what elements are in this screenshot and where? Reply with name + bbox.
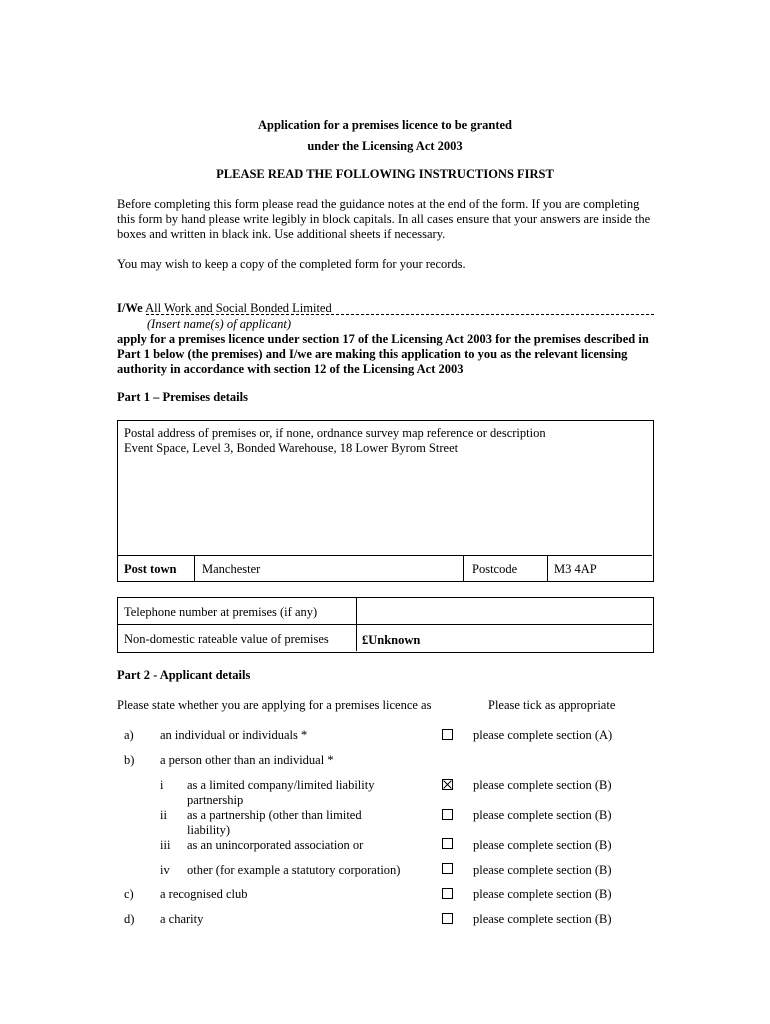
- option-label-partnership: as a partnership (other than limited liability): [187, 808, 362, 837]
- option-note: please complete section (B): [473, 808, 612, 822]
- application-statement: apply for a premises licence under section 17 of the Licensing Act 2003 for the premises described in Part 1 below (the premises) and I/we are making this application to you as the relevant licensing authority in accordance with section 12 of the Licensing Act 2003: [117, 332, 649, 376]
- part1-heading: Part 1 – Premises details: [117, 390, 248, 404]
- option-note: please complete section (B): [473, 778, 612, 792]
- checkbox-partnership[interactable]: [442, 809, 453, 820]
- checkbox-limited-company[interactable]: [442, 779, 453, 790]
- checkbox-unincorporated[interactable]: [442, 838, 453, 849]
- applicant-name-field[interactable]: All Work and Social Bonded Limited: [145, 301, 332, 315]
- applicant-name-underline: [146, 314, 654, 315]
- option-note: please complete section (B): [473, 863, 612, 877]
- checkbox-club[interactable]: [442, 888, 453, 899]
- option-note: please complete section (B): [473, 838, 612, 852]
- postcode-label: Postcode: [472, 562, 518, 576]
- option-marker: a): [124, 728, 134, 742]
- option-note: please complete section (A): [473, 728, 613, 742]
- option-label-limited-company: as a limited company/limited liability partnership: [187, 778, 375, 807]
- option-label-individual: an individual or individuals *: [160, 728, 308, 742]
- checkbox-other[interactable]: [442, 863, 453, 874]
- telephone-label: Telephone number at premises (if any): [124, 605, 318, 619]
- tick-hint: Please tick as appropriate: [488, 698, 616, 712]
- form-title: Application for a premises licence to be granted: [257, 118, 513, 132]
- option-label-non-individual: a person other than an individual *: [160, 753, 334, 767]
- postcode-field[interactable]: M3 4AP: [554, 562, 597, 576]
- option-label-club: a recognised club: [160, 887, 248, 901]
- option-marker: iii: [160, 838, 171, 852]
- option-marker: i: [160, 778, 164, 792]
- address-field[interactable]: Event Space, Level 3, Bonded Warehouse, 18 Lower Byrom Street: [124, 441, 459, 455]
- option-marker: iv: [160, 863, 170, 877]
- rateable-value-field[interactable]: £Unknown: [362, 633, 421, 647]
- rateable-value-label: Non-domestic rateable value of premises: [124, 632, 329, 646]
- checkbox-charity[interactable]: [442, 913, 453, 924]
- telephone-field[interactable]: [362, 605, 647, 621]
- option-label-other: other (for example a statutory corporation): [187, 863, 401, 877]
- part2-heading: Part 2 - Applicant details: [117, 668, 251, 682]
- form-subtitle: under the Licensing Act 2003: [307, 139, 463, 153]
- checkbox-individual[interactable]: [442, 729, 453, 740]
- option-marker: d): [124, 912, 135, 926]
- post-town-field[interactable]: Manchester: [202, 562, 261, 576]
- instructions-paragraph: Before completing this form please read the guidance notes at the end of the form. If you are completing this form by hand please write legibly in block capitals. In all cases ensure that your answers are inside the boxes and written in black ink. Use additional sheets if necessary.: [117, 197, 651, 241]
- option-note: please complete section (B): [473, 887, 612, 901]
- applicant-prefix: I/We: [117, 301, 143, 315]
- option-label-charity: a charity: [160, 912, 204, 926]
- address-label: Postal address of premises or, if none, ordnance survey map reference or description: [124, 426, 546, 440]
- applicant-type-question: Please state whether you are applying for a premises licence as: [117, 698, 432, 712]
- option-marker: b): [124, 753, 135, 767]
- applicant-name-hint: (Insert name(s) of applicant): [147, 317, 292, 331]
- option-marker: c): [124, 887, 134, 901]
- option-label-unincorporated: as an unincorporated association or: [187, 838, 364, 852]
- post-town-label: Post town: [124, 562, 177, 576]
- option-note: please complete section (B): [473, 912, 612, 926]
- copy-note: You may wish to keep a copy of the completed form for your records.: [117, 257, 466, 271]
- instructions-heading: PLEASE READ THE FOLLOWING INSTRUCTIONS FIRST: [216, 167, 554, 181]
- option-marker: ii: [160, 808, 167, 822]
